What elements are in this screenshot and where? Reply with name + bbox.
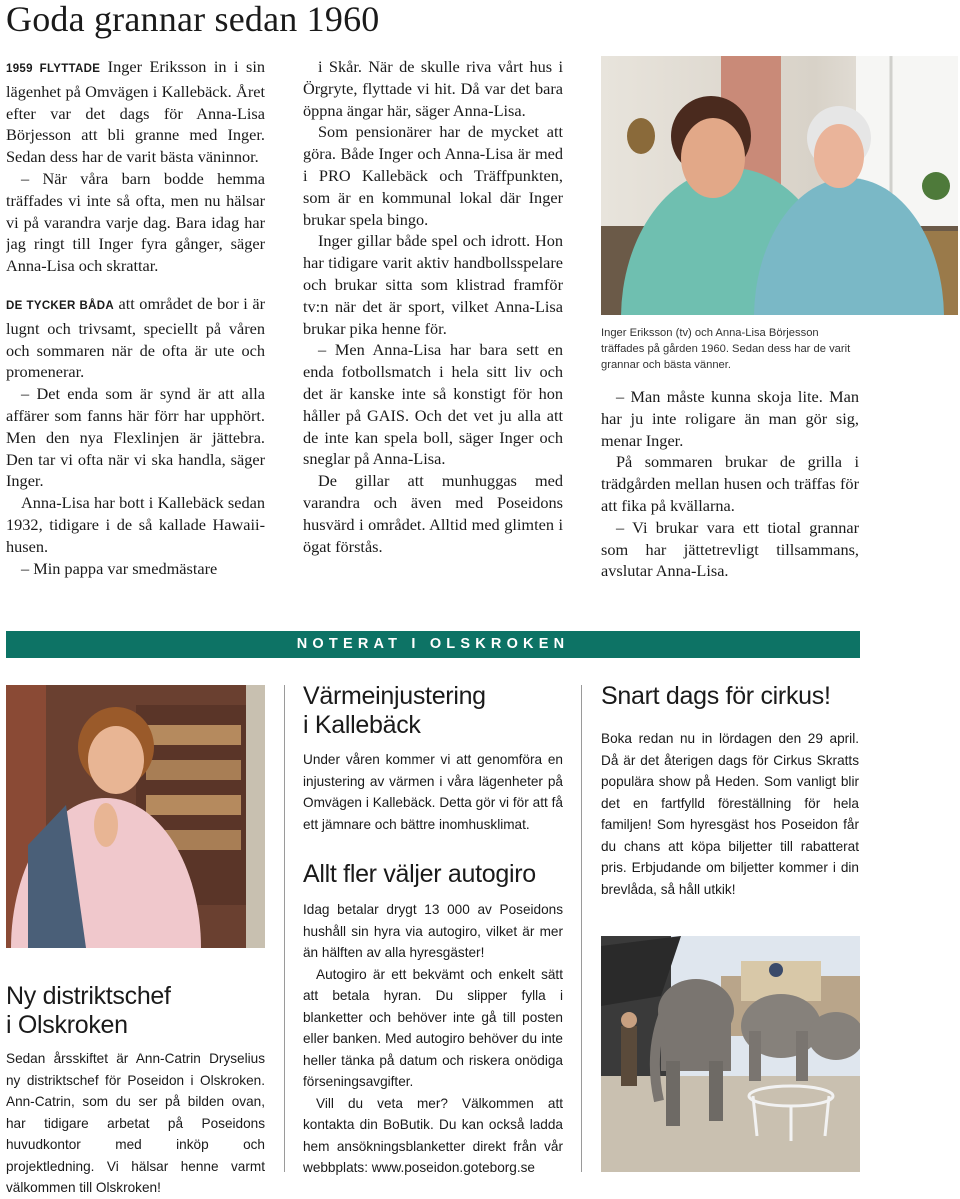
circus-paragraph: Boka redan nu in lördagen den 29 april. Då är det återigen dags för Cirkus Skratts populära show på Heden. Som vanligt blir det en fartfylld föreställning för hela familjen! Som hyresgäst hos Poseidon får du chans att köpa biljetter till rabatterat pris. Erbjudande om biljetter kommer i din brevlåda, så håll utkik! [601,731,859,897]
paragraph-lead: 1959 FLYTTADE [6,63,101,75]
district-body [6,1048,265,1199]
article-paragraph [303,339,563,470]
paragraph-text: – Det enda som är synd är att alla affärer som fanns här förr har upphört. Men den nya Flexlinjen är jättebra. Den tar vi ofta när vi ska handla, säger Inger. [6,384,265,491]
district-title-line-1: Ny distriktschef [6,982,171,1010]
autogiro-paragraph-2: Autogiro är ett bekvämt och enkelt sätt att betala hyran. Du slipper fylla i blanketter och behöver inte gå till posten eller banken. Med autogiro behöver du inte heller tänka på datum och riskera onödiga förseningsavgifter. [303,966,563,1089]
photo-caption: Inger Eriksson (tv) och Anna-Lisa Börjesson träffades på gården 1960. Sedan dess har de varit grannar och bästa vänner. [601,327,851,371]
column-divider-2 [581,685,582,1172]
paragraph-text: På sommaren brukar de grilla i trädgården mellan husen och träffas för att fika på kvällarna. [601,452,859,515]
article-paragraph [6,168,265,277]
photo-neighbours [601,56,958,315]
article-column-3 [601,386,859,586]
paragraph-text: Inger Eriksson in i sin lägenhet på Omvägen i Kallebäck. Året efter var det dags för Anna-Lisa Börjesson att bli granne med Inger. Sedan dess har de varit bästa väninnor. [6,57,265,167]
circus-title: Snart dags för cirkus! [601,682,831,710]
photo-circus [601,936,860,1172]
article-column-1 [6,56,265,586]
paragraph-text: De gillar att munhuggas med varandra och även med Poseidons husvärd i området. Alltid med glimten i ögat förstås. [303,471,563,556]
paragraph-text: Anna-Lisa har bott i Kallebäck sedan 1932, tidigare i de så kallade Hawaii-husen. [6,493,265,556]
district-title [6,982,266,1040]
autogiro-paragraph-1: Idag betalar drygt 13 000 av Poseidons hushåll sin hyra via autogiro, vilket är mer än hälften av alla hyresgäster! [303,902,563,960]
article-paragraph [601,517,859,582]
autogiro-title: Allt fler väljer autogiro [303,860,536,888]
district-paragraph: Sedan årsskiftet är Ann-Catrin Dryselius ny distriktschef för Poseidon i Olskroken. Ann-Catrin, som du ser på bilden ovan, har tidigare arbetat på Poseidons huvudkontor med inköp och projektledning. Vi hälsar henne varmt välkommen till Olskroken! [6,1051,265,1195]
circus-body [601,728,859,900]
headline: Goda grannar sedan 1960 [6,0,380,39]
heating-title [303,682,568,740]
paragraph-text: Som pensionärer har de mycket att göra. Både Inger och Anna-Lisa är med i PRO Kallebäck och Träffpunkten, som är en kommunal lokal där Inger brukar spela bingo. [303,122,563,229]
section-banner: NOTERAT I OLSKROKEN [6,631,860,658]
paragraph-text: Inger gillar både spel och idrott. Hon har tidigare varit aktiv handbollsspelare och brukar sitta som klistrad framför tv:n när det är sport, vilket Anna-Lisa brukar pika henne för. [303,231,563,338]
article-paragraph [6,293,265,383]
paragraph-text: – Man måste kunna skoja lite. Man har ju inte roligare än man gör sig, menar Inger. [601,387,859,450]
paragraph-text: att området de bor i är lugnt och trivsamt, speciellt på våren och sommaren när de ofta är ute och promenerar. [6,293,265,382]
article-paragraph [6,492,265,557]
paragraph-text: – När våra barn bodde hemma träffades vi inte så ofta, men nu hälsar vi på varandra varje dag. Bara idag har jag ringt till Inger fyra gånger, säger Anna-Lisa och skrattar. [6,168,265,276]
article-paragraph [6,383,265,492]
heating-paragraph: Under våren kommer vi att genomföra en injustering av värmen i våra lägenheter på Omvägen i Kallebäck. Detta gör vi för att få ett jämnare och bättre inomhusklimat. [303,752,563,832]
heating-body [303,749,563,835]
paragraph-lead: DE TYCKER BÅDA [6,299,114,312]
paragraph-text: – Vi brukar vara ett tiotal grannar som har jättetrevligt tillsammans, avslutar Anna-Lisa. [601,517,859,581]
heating-title-line-1: Värmeinjustering [303,682,486,710]
paragraph-text: – Min pappa var smedmästare [21,558,218,578]
district-title-line-2: i Olskroken [6,1011,128,1039]
photo-district-chief [6,685,265,948]
photo-neighbours-image [601,56,958,315]
article-paragraph [601,451,859,516]
article-paragraph [303,470,563,557]
paragraph-text: i Skår. När de skulle riva vårt hus i Örgryte, flyttade vi hit. Då var det bara öppna ängar här, säger Anna-Lisa. [303,57,563,120]
column-divider-1 [284,685,285,1172]
article-column-2 [303,56,563,586]
autogiro-body [303,899,563,1179]
article-paragraph [6,56,265,168]
article-paragraph [303,56,563,121]
photo-district-chief-image [6,685,265,948]
article-paragraph [601,386,859,451]
paragraph-text: – Men Anna-Lisa har bara sett en enda fotbollsmatch i hela sitt liv och det är kanske inte så konstigt för hon håller på GAIS. Och det vet ju alla att de inte kan spela boll, säger Inger och sneglar på Anna-Lisa. [303,340,563,469]
article-paragraph [303,230,563,339]
article-paragraph [303,121,563,230]
heating-title-line-2: i Kallebäck [303,711,421,739]
photo-circus-image [601,936,860,1172]
autogiro-paragraph-3: Vill du veta mer? Välkommen att kontakta din BoButik. Du kan också ladda hem ansökningsblanketter direkt från vår webbplats: www.poseidon.goteborg.se [303,1095,563,1175]
article-paragraph [6,558,265,580]
